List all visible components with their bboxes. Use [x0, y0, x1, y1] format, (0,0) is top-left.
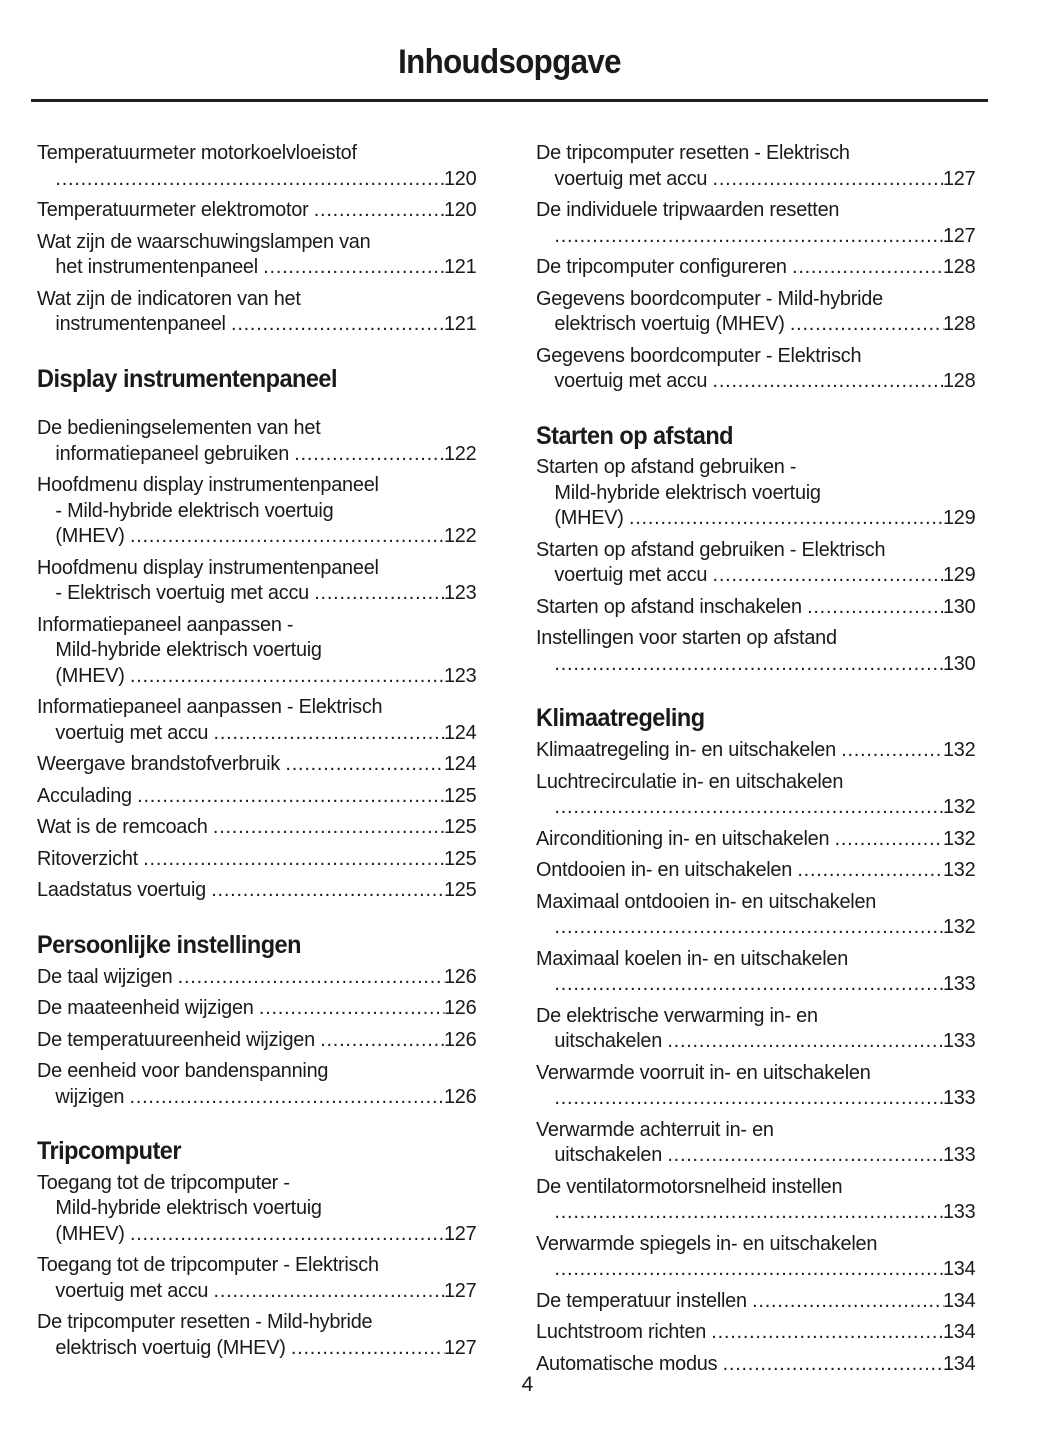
- toc-entry-text: Toegang tot de tripcomputer -: [37, 1170, 290, 1194]
- dot-leader: [320, 1027, 444, 1053]
- dot-leader: [554, 223, 943, 249]
- toc-entry-text: Verwarmde voorruit in- en uitschakelen: [536, 1060, 871, 1084]
- toc-entry-text: Ritoverzicht: [37, 846, 144, 870]
- toc-entry[interactable]: [536, 1319, 975, 1345]
- toc-entry-line: [536, 1174, 975, 1200]
- toc-entry-text: Acculading: [37, 783, 138, 807]
- toc-entry-text: voertuig met accu: [55, 720, 214, 744]
- toc-section-heading: Starten op afstand: [536, 421, 734, 450]
- dot-leader: [130, 523, 444, 549]
- toc-entry-text: Verwarmde achterruit in- en: [536, 1117, 774, 1141]
- toc-entry-line: [37, 783, 476, 809]
- toc-entry[interactable]: [536, 140, 975, 191]
- toc-entry-text: Mild-hybride elektrisch voertuig: [55, 638, 322, 662]
- toc-entry[interactable]: [37, 964, 476, 990]
- toc-entry-text: wijzigen: [55, 1084, 130, 1108]
- toc-entry-text: De tripcomputer resetten - Elektrisch: [536, 141, 850, 164]
- toc-entry-line: [37, 1309, 476, 1335]
- toc-entry-text: het instrumentenpaneel: [55, 255, 264, 278]
- toc-entry-line: [536, 594, 975, 620]
- toc-entry-text: Instellingen voor starten op afstand: [536, 626, 837, 650]
- toc-entry-text: (MHEV): [55, 663, 130, 687]
- toc-page-number: 126: [443, 1027, 477, 1051]
- toc-entry-text: Toegang tot de tripcomputer - Elektrisch: [37, 1253, 379, 1277]
- toc-entry-line: [536, 454, 975, 480]
- toc-entry[interactable]: [37, 694, 476, 745]
- toc-entry-text: (MHEV): [55, 524, 130, 548]
- toc-entry-line: [536, 651, 975, 677]
- toc-page-number: 125: [443, 783, 477, 807]
- toc-entry-line: [37, 441, 476, 467]
- toc-page-number: 125: [443, 815, 477, 839]
- toc-page-number: 126: [443, 996, 477, 1019]
- toc-entry-line: [536, 166, 975, 192]
- toc-entry-line: [536, 197, 975, 223]
- toc-entry[interactable]: [536, 889, 975, 940]
- toc-page-number: 134: [942, 1257, 976, 1280]
- toc-entry-line: [536, 286, 975, 312]
- toc-entry-line: [37, 1084, 476, 1110]
- toc-entry-line: [536, 311, 975, 337]
- dot-leader: [713, 368, 943, 394]
- toc-entry-line: [37, 637, 476, 663]
- toc-page-number: 132: [942, 826, 976, 850]
- toc-entry-line: [536, 946, 975, 972]
- toc-entry[interactable]: [536, 1003, 975, 1054]
- toc-column-left: [37, 140, 490, 1366]
- dot-leader: [752, 1288, 943, 1314]
- toc-entry-line: [37, 580, 476, 606]
- toc-page-number: 132: [942, 858, 976, 881]
- toc-entry[interactable]: [37, 286, 476, 337]
- dot-leader: [841, 737, 943, 763]
- toc-page-number: 129: [942, 506, 976, 530]
- toc-page-number: 132: [942, 915, 976, 938]
- toc-entry[interactable]: [37, 197, 476, 223]
- toc-entry-line: [536, 625, 975, 651]
- toc-entry-line: [37, 1335, 476, 1361]
- toc-page-number: 120: [443, 198, 477, 221]
- toc-entry-text: De individuele tripwaarden resetten: [536, 198, 840, 221]
- toc-entry-line: [536, 1319, 975, 1345]
- toc-entry[interactable]: [37, 846, 476, 872]
- toc-entry-text: De tripcomputer configureren: [536, 255, 793, 278]
- toc-entry[interactable]: [536, 343, 975, 394]
- toc-entry-text: - Elektrisch voertuig met accu: [55, 581, 315, 605]
- toc-entry[interactable]: [536, 826, 975, 852]
- toc-entry[interactable]: [37, 1252, 476, 1303]
- toc-entry-text: De ventilatormotorsnelheid instellen: [536, 1174, 843, 1198]
- toc-entry[interactable]: [536, 857, 975, 883]
- dot-leader: [554, 1085, 943, 1111]
- toc-section-heading: Tripcomputer: [37, 1137, 181, 1165]
- toc-entry-text: Hoofdmenu display instrumentenpaneel: [37, 555, 379, 579]
- toc-page-number: 133: [942, 1143, 976, 1166]
- dot-leader: [143, 846, 444, 872]
- toc-entry-text: (MHEV): [554, 506, 629, 530]
- dot-leader: [792, 254, 943, 280]
- toc-page-number: 126: [443, 1084, 477, 1108]
- toc-page-number: 133: [942, 1086, 976, 1109]
- toc-section-heading: Display instrumentenpaneel: [37, 364, 337, 393]
- toc-entry-line: [37, 254, 476, 280]
- toc-entry[interactable]: [536, 1231, 975, 1282]
- toc-entry-line: [37, 1278, 476, 1304]
- toc-entry[interactable]: [536, 286, 975, 337]
- toc-entry-line: [37, 846, 476, 872]
- toc-entry-line: [37, 311, 476, 337]
- toc-entry[interactable]: [536, 594, 975, 620]
- toc-entry-line: [536, 971, 975, 997]
- toc-entry[interactable]: [37, 814, 476, 840]
- dot-leader: [285, 751, 444, 777]
- toc-entry-line: [37, 415, 476, 441]
- dot-leader: [554, 651, 943, 677]
- dot-leader: [137, 783, 444, 809]
- dot-leader: [629, 505, 943, 531]
- toc-page-number: 130: [942, 594, 976, 618]
- toc-section-heading: Persoonlijke instellingen: [37, 930, 301, 959]
- toc-entry-text: uitschakelen: [554, 1029, 668, 1052]
- toc-entry-line: [536, 889, 975, 915]
- toc-entry-line: [536, 857, 975, 883]
- toc-entry-line: [536, 343, 975, 369]
- toc-entry[interactable]: [37, 783, 476, 809]
- toc-page-number: 123: [443, 581, 477, 605]
- dot-leader: [314, 197, 444, 223]
- toc-page-number: 125: [443, 878, 477, 902]
- toc-page-number: 127: [942, 223, 976, 247]
- dot-leader: [231, 311, 444, 337]
- toc-page-number: 132: [942, 795, 976, 818]
- dot-leader: [314, 580, 444, 606]
- toc-entry-text: Laadstatus voertuig: [37, 878, 212, 902]
- toc-entry-line: [37, 1170, 476, 1196]
- toc-entry-line: [536, 1085, 975, 1111]
- toc-entry-line: [536, 1028, 975, 1054]
- dot-leader: [55, 166, 444, 192]
- toc-entry-line: [37, 523, 476, 549]
- toc-entry-text: Luchtrecirculatie in- en uitschakelen: [536, 769, 844, 793]
- toc-entry-text: - Mild-hybride elektrisch voertuig: [55, 498, 334, 522]
- toc-entry-line: [536, 1231, 975, 1257]
- toc-entry-text: Informatiepaneel aanpassen -: [37, 612, 294, 636]
- toc-entry[interactable]: [536, 537, 975, 588]
- dot-leader: [554, 1256, 943, 1282]
- toc-entry[interactable]: [536, 625, 975, 676]
- toc-entry-line: [37, 498, 476, 524]
- toc-entry[interactable]: [536, 946, 975, 997]
- dot-leader: [554, 1199, 943, 1225]
- toc-page-number: 134: [942, 1288, 976, 1312]
- dot-leader: [713, 562, 943, 588]
- toc-section-heading: Klimaatregeling: [536, 704, 705, 733]
- toc-entry-line: [536, 1117, 975, 1143]
- toc-page-number: 134: [942, 1320, 976, 1343]
- toc-entry-text: Klimaatregeling in- en uitschakelen: [536, 738, 842, 761]
- dot-leader: [797, 857, 943, 883]
- dot-leader: [213, 814, 444, 840]
- toc-page-number: 129: [942, 563, 976, 587]
- toc-entry-line: [37, 1058, 476, 1084]
- toc-page-number: 127: [443, 1221, 477, 1245]
- toc-entry-line: [37, 472, 476, 498]
- dot-leader: [291, 1335, 444, 1361]
- page-number: 4: [521, 1373, 534, 1396]
- toc-entry-text: elektrisch voertuig (MHEV): [55, 1335, 291, 1359]
- toc-entry-line: [536, 480, 975, 506]
- toc-entry-text: De tripcomputer resetten - Mild-hybride: [37, 1310, 373, 1334]
- toc-entry-line: [536, 537, 975, 563]
- toc-entry-text: Wat zijn de waarschuwingslampen van: [37, 229, 371, 253]
- toc-page-number: 133: [942, 972, 976, 995]
- dot-leader: [554, 971, 943, 997]
- toc-entry-line: [37, 751, 476, 777]
- toc-entry[interactable]: [37, 995, 476, 1021]
- dot-leader: [130, 1084, 444, 1110]
- toc-entry-line: [536, 223, 975, 249]
- toc-entry-text: Verwarmde spiegels in- en uitschakelen: [536, 1231, 878, 1255]
- toc-entry-line: [37, 694, 476, 720]
- toc-page-number: 133: [942, 1200, 976, 1223]
- toc-entry-text: Airconditioning in- en uitschakelen: [536, 826, 835, 850]
- toc-page-number: 123: [443, 663, 477, 687]
- toc-entry-line: [536, 1199, 975, 1225]
- toc-entry-text: Starten op afstand gebruiken -: [536, 455, 797, 479]
- toc-entry-line: [536, 254, 975, 280]
- toc-entry[interactable]: [536, 1060, 975, 1111]
- toc-entry-line: [37, 964, 476, 990]
- title-divider: [31, 99, 988, 102]
- toc-entry-text: (MHEV): [55, 1221, 130, 1245]
- dot-leader: [130, 663, 444, 689]
- toc-entry-text: voertuig met accu: [554, 166, 713, 190]
- toc-entry-line: [536, 140, 975, 166]
- dot-leader: [214, 1278, 444, 1304]
- toc-entry-text: De temperatuureenheid wijzigen: [37, 1027, 321, 1051]
- toc-entry-text: De taal wijzigen: [37, 964, 178, 988]
- toc-entry-line: [37, 229, 476, 255]
- toc-entry-text: Wat is de remcoach: [37, 815, 213, 839]
- toc-entry-line: [536, 505, 975, 531]
- dot-leader: [807, 594, 943, 620]
- toc-entry-line: [536, 1256, 975, 1282]
- toc-page-number: 127: [942, 166, 976, 190]
- dot-leader: [790, 311, 943, 337]
- toc-entry-text: Temperatuurmeter elektromotor: [37, 198, 314, 221]
- toc-entry-line: [536, 914, 975, 940]
- toc-entry[interactable]: [37, 555, 476, 606]
- toc-entry[interactable]: [536, 197, 975, 248]
- dot-leader: [713, 166, 943, 192]
- dot-leader: [554, 794, 943, 820]
- toc-entry[interactable]: [536, 737, 975, 763]
- toc-page-number: 134: [942, 1351, 976, 1375]
- toc-entry-text: Gegevens boordcomputer - Elektrisch: [536, 343, 862, 367]
- toc-entry-line: [536, 794, 975, 820]
- toc-entry[interactable]: [37, 1027, 476, 1053]
- toc-entry-line: [536, 1060, 975, 1086]
- toc-entry-text: Maximaal ontdooien in- en uitschakelen: [536, 889, 877, 913]
- toc-entry[interactable]: [536, 1288, 975, 1314]
- toc-entry-line: [37, 1027, 476, 1053]
- toc-entry[interactable]: [536, 1174, 975, 1225]
- toc-entry-line: [37, 877, 476, 903]
- toc-page-number: 124: [443, 752, 477, 776]
- toc-page-number: 127: [443, 1278, 477, 1302]
- toc-entry-text: Mild-hybride elektrisch voertuig: [554, 480, 821, 504]
- toc-entry-text: Weergave brandstofverbruik: [37, 752, 286, 776]
- toc-entry[interactable]: [37, 1058, 476, 1109]
- toc-entry-line: [37, 814, 476, 840]
- toc-entry-line: [37, 663, 476, 689]
- dot-leader: [667, 1028, 943, 1054]
- toc-entry[interactable]: [37, 751, 476, 777]
- toc-page-number: 120: [443, 166, 477, 190]
- toc-page-number: 121: [443, 312, 477, 335]
- toc-entry[interactable]: [536, 769, 975, 820]
- toc-entry-text: Starten op afstand gebruiken - Elektrisch: [536, 537, 886, 561]
- toc-entry[interactable]: [37, 229, 476, 280]
- toc-entry[interactable]: [37, 415, 476, 466]
- toc-page-number: 126: [443, 964, 477, 988]
- toc-page-number: 128: [942, 369, 976, 392]
- toc-entry-text: instrumentenpaneel: [55, 312, 232, 335]
- toc-entry-text: voertuig met accu: [554, 563, 713, 587]
- toc-entry-text: informatiepaneel gebruiken: [55, 441, 295, 465]
- toc-entry-text: Automatische modus: [536, 1351, 723, 1375]
- toc-entry-text: uitschakelen: [554, 1143, 668, 1166]
- toc-page-number: 127: [443, 1335, 477, 1359]
- page-title: Inhoudsopgave: [398, 43, 621, 81]
- toc-entry-text: Wat zijn de indicatoren van het: [37, 286, 301, 310]
- toc-entry-line: [536, 737, 975, 763]
- toc-entry-line: [37, 995, 476, 1021]
- toc-entry-text: De eenheid voor bandenspanning: [37, 1059, 329, 1082]
- dot-leader: [178, 964, 444, 990]
- toc-entry-text: Ontdooien in- en uitschakelen: [536, 858, 798, 881]
- toc-entry-text: De temperatuur instellen: [536, 1288, 753, 1312]
- toc-entry-text: Starten op afstand inschakelen: [536, 594, 808, 618]
- toc-entry-text: De bedieningselementen van het: [37, 416, 321, 440]
- toc-entry[interactable]: [37, 1170, 476, 1247]
- dot-leader: [711, 1319, 943, 1345]
- toc-page-number: 122: [443, 441, 477, 465]
- toc-entry[interactable]: [37, 877, 476, 903]
- toc-entry-line: [536, 1142, 975, 1168]
- toc-entry-text: voertuig met accu: [554, 369, 713, 392]
- toc-entry-line: [37, 1195, 476, 1221]
- toc-column-right: [536, 140, 989, 1382]
- toc-entry-text: Informatiepaneel aanpassen - Elektrisch: [37, 695, 383, 719]
- toc-entry[interactable]: [37, 472, 476, 549]
- toc-entry[interactable]: [37, 612, 476, 689]
- dot-leader: [211, 877, 444, 903]
- toc-page-number: 124: [443, 720, 477, 744]
- dot-leader: [259, 995, 444, 1021]
- toc-entry-line: [37, 1221, 476, 1247]
- toc-entry-line: [37, 612, 476, 638]
- toc-entry-text: Hoofdmenu display instrumentenpaneel: [37, 473, 379, 497]
- toc-entry-text: Temperatuurmeter motorkoelvloeistof: [37, 141, 357, 164]
- toc-entry-line: [536, 1003, 975, 1029]
- toc-page-number: 133: [942, 1029, 976, 1052]
- toc-entry-text: Mild-hybride elektrisch voertuig: [55, 1196, 322, 1220]
- toc-entry-line: [37, 286, 476, 312]
- toc-entry[interactable]: [37, 140, 476, 191]
- toc-entry[interactable]: [536, 254, 975, 280]
- toc-entry-line: [37, 555, 476, 581]
- toc-entry[interactable]: [536, 1117, 975, 1168]
- toc-entry[interactable]: [37, 1309, 476, 1360]
- toc-entry-line: [37, 1252, 476, 1278]
- toc-entry-line: [37, 140, 476, 166]
- toc-page-number: 121: [443, 255, 477, 278]
- toc-entry-line: [536, 562, 975, 588]
- dot-leader: [835, 826, 943, 852]
- toc-entry-text: Luchtstroom richten: [536, 1320, 712, 1343]
- toc-entry-text: elektrisch voertuig (MHEV): [554, 312, 790, 335]
- toc-entry-text: De maateenheid wijzigen: [37, 996, 259, 1019]
- dot-leader: [667, 1142, 943, 1168]
- dot-leader: [554, 914, 943, 940]
- toc-entry-line: [37, 720, 476, 746]
- toc-entry-line: [37, 197, 476, 223]
- toc-entry-text: Maximaal koelen in- en uitschakelen: [536, 946, 849, 970]
- toc-entry-line: [536, 826, 975, 852]
- toc-page-number: 132: [942, 738, 976, 761]
- dot-leader: [214, 720, 444, 746]
- dot-leader: [263, 254, 444, 280]
- toc-entry[interactable]: [536, 454, 975, 531]
- toc-entry-text: voertuig met accu: [55, 1278, 214, 1302]
- toc-entry-line: [536, 769, 975, 795]
- toc-entry-text: De elektrische verwarming in- en: [536, 1003, 818, 1027]
- dot-leader: [294, 441, 444, 467]
- toc-page-number: 128: [942, 312, 976, 335]
- toc-entry-line: [536, 1288, 975, 1314]
- toc-page-number: 130: [942, 651, 976, 675]
- toc-entry-line: [37, 166, 476, 192]
- toc-entry-text: Gegevens boordcomputer - Mild-hybride: [536, 286, 883, 310]
- toc-page-number: 122: [443, 524, 477, 548]
- toc-page-number: 125: [443, 846, 477, 870]
- dot-leader: [130, 1221, 444, 1247]
- toc-entry-line: [536, 368, 975, 394]
- toc-page-number: 128: [942, 255, 976, 278]
